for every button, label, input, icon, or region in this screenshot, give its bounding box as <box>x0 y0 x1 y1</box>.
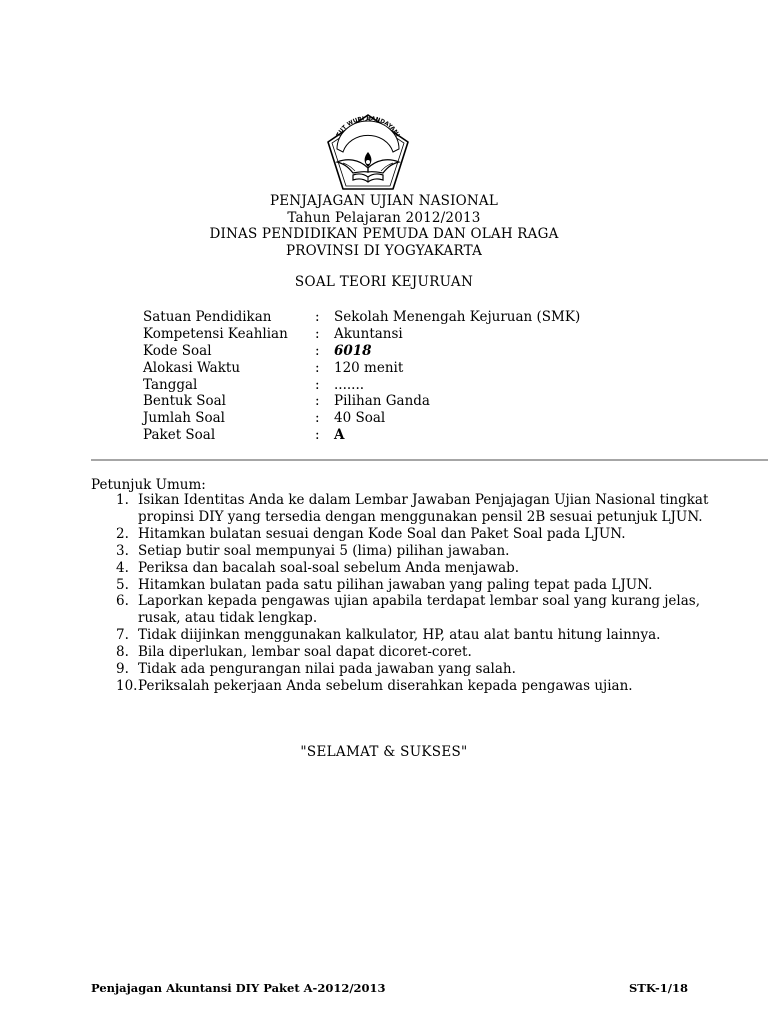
item-text: Hitamkan bulatan sesuai dengan Kode Soal dan Paket Soal pada LJUN. <box>138 525 626 542</box>
item-text: Hitamkan bulatan pada satu pilihan jawaban yang paling tepat pada LJUN. <box>138 576 653 593</box>
item-number: 2. <box>116 525 129 542</box>
info-value: Pilihan Ganda <box>334 393 430 410</box>
item-number: 5. <box>116 576 129 593</box>
item-number: 7. <box>116 627 129 644</box>
info-row-duration <box>143 360 580 377</box>
info-colon: : <box>315 393 320 410</box>
info-colon: : <box>315 359 320 376</box>
info-label: Kompetensi Keahlian <box>143 325 288 342</box>
info-row-code <box>143 343 580 360</box>
header-block <box>0 193 768 259</box>
info-value: A <box>334 427 345 444</box>
list-item <box>104 526 764 543</box>
info-row-question-type <box>143 393 580 410</box>
list-item <box>104 560 764 577</box>
svg-text:TUT WURI HANDAYANI: TUT WURI HANDAYANI <box>335 115 401 139</box>
item-text: Periksa dan bacalah soal-soal sebelum Anda menjawab. <box>138 559 520 576</box>
header-line-year: Tahun Pelajaran 2012/2013 <box>287 209 481 226</box>
item-text: Setiap butir soal mempunyai 5 (lima) pilihan jawaban. <box>138 542 510 559</box>
info-colon: : <box>315 342 320 359</box>
list-item <box>104 543 764 560</box>
info-label: Jumlah Soal <box>143 410 226 427</box>
info-value: Sekolah Menengah Kejuruan (SMK) <box>334 309 581 325</box>
list-item <box>104 661 764 678</box>
info-colon: : <box>315 376 320 393</box>
info-row-competency <box>143 326 580 343</box>
section-divider <box>91 459 768 461</box>
info-colon: : <box>315 309 320 325</box>
info-label: Satuan Pendidikan <box>143 309 272 325</box>
item-number: 8. <box>116 644 129 661</box>
header-line-department: DINAS PENDIDIKAN PEMUDA DAN OLAH RAGA <box>209 226 559 242</box>
info-label: Bentuk Soal <box>143 393 226 410</box>
info-value: 120 menit <box>334 359 404 376</box>
info-label: Tanggal <box>143 376 198 393</box>
info-row-date <box>143 377 580 394</box>
list-item <box>104 678 764 695</box>
item-number: 3. <box>116 542 129 559</box>
item-text: Laporkan kepada pengawas ujian apabila terdapat lembar soal yang kurang jelas, <box>138 593 701 610</box>
info-label: Alokasi Waktu <box>143 359 241 376</box>
item-number: 4. <box>116 559 129 576</box>
info-row-question-count <box>143 410 580 427</box>
list-item <box>104 644 764 661</box>
info-row-school <box>143 309 580 326</box>
footer-page-number: STK-1/18 <box>629 981 688 995</box>
document-subtitle: SOAL TEORI KEJURUAN <box>294 274 474 290</box>
info-row-package <box>143 427 580 444</box>
info-value: Akuntansi <box>334 325 403 342</box>
info-label: Kode Soal <box>143 342 212 359</box>
closing-message: "SELAMAT & SUKSES" <box>300 744 468 760</box>
list-item <box>104 577 764 594</box>
info-value: 40 Soal <box>334 410 386 427</box>
info-colon: : <box>315 325 320 342</box>
item-number: 6. <box>116 593 129 610</box>
list-item <box>104 593 764 627</box>
item-text: rusak, atau tidak lengkap. <box>138 610 318 627</box>
item-number: 9. <box>116 661 129 678</box>
instructions-list <box>104 492 764 695</box>
item-text: Bila diperlukan, lembar soal dapat dicoret-coret. <box>138 644 472 661</box>
info-label: Paket Soal <box>143 427 216 444</box>
header-line-province: PROVINSI DI YOGYAKARTA <box>285 242 483 259</box>
item-text: propinsi DIY yang tersedia dengan menggunakan pensil 2B sesuai petunjuk LJUN. <box>138 508 703 525</box>
exam-info-table <box>143 309 580 444</box>
info-value: ....... <box>334 376 365 393</box>
item-text: Periksalah pekerjaan Anda sebelum diserahkan kepada pengawas ujian. <box>138 677 633 694</box>
item-text: Isikan Identitas Anda ke dalam Lembar Jawaban Penjajagan Ujian Nasional tingkat <box>138 492 709 508</box>
item-number: 10. <box>116 677 138 694</box>
instructions-title: Petunjuk Umum: <box>91 477 206 493</box>
info-value: 6018 <box>334 342 372 359</box>
item-text: Tidak ada pengurangan nilai pada jawaban yang salah. <box>138 661 516 678</box>
item-number: 1. <box>116 492 129 508</box>
list-item <box>104 627 764 644</box>
item-text: Tidak diijinkan menggunakan kalkulator, HP, atau alat bantu hitung lainnya. <box>138 627 661 644</box>
footer-title: Penjajagan Akuntansi DIY Paket A-2012/2013 <box>91 981 386 995</box>
header-line-exam: PENJAJAGAN UJIAN NASIONAL <box>269 193 499 209</box>
info-colon: : <box>315 427 320 444</box>
tut-wuri-handayani-emblem-icon <box>323 112 413 192</box>
list-item <box>104 492 764 526</box>
info-colon: : <box>315 410 320 427</box>
